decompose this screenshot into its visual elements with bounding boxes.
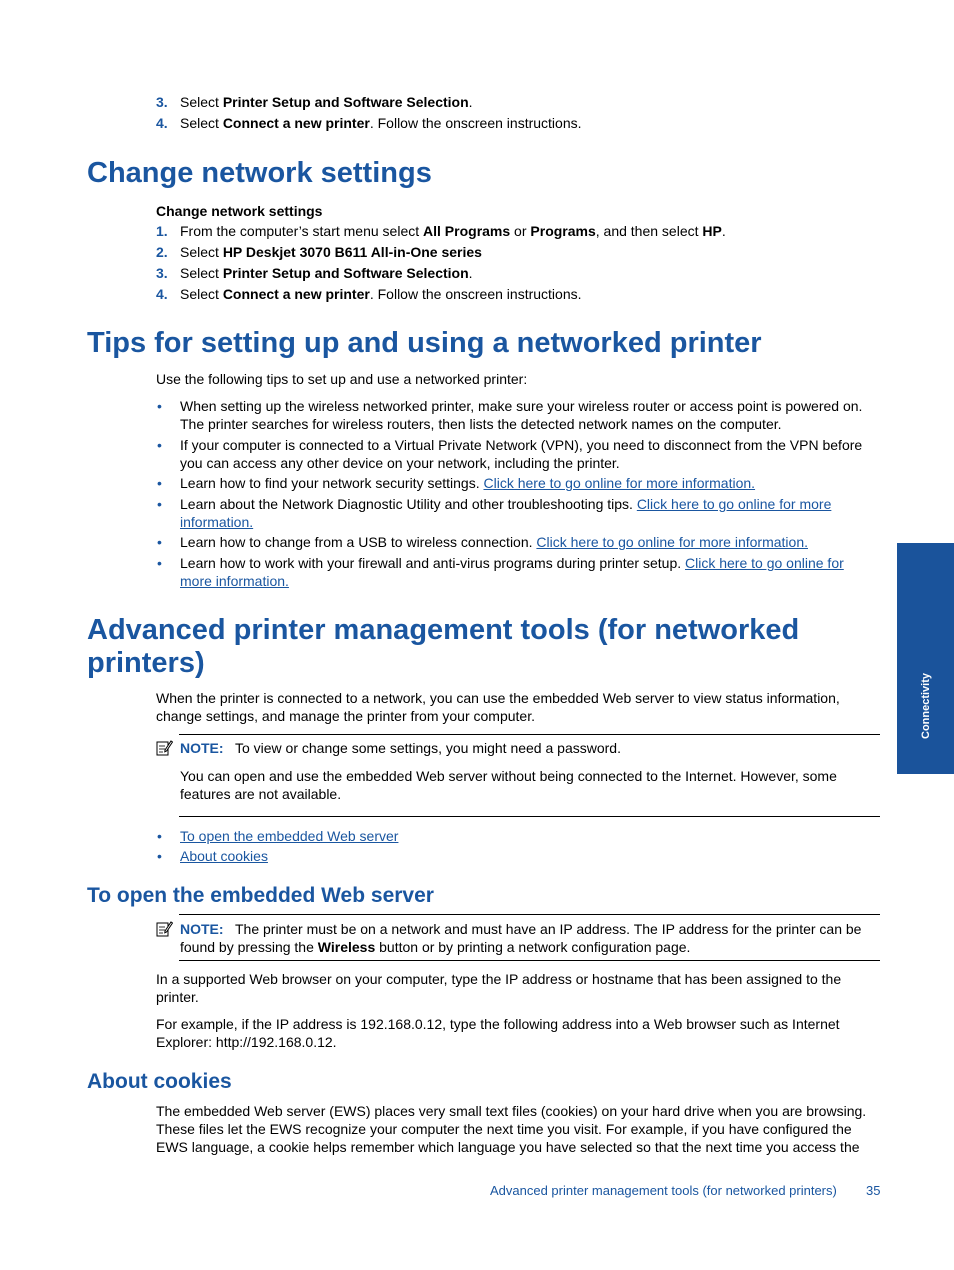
bullet-icon: • [157, 475, 162, 491]
ews-example-paragraph: For example, if the IP address is 192.168.0.12, type the following address into a Web browser such as Internet Explorer: http://192.168.0.12. [156, 1016, 840, 1050]
bullet-icon: • [157, 848, 162, 864]
note-paragraph: You can open and use the embedded Web server without being connected to the Internet. However, some features are not available. [180, 768, 837, 802]
online-info-link[interactable]: Click here to go online for [685, 555, 844, 571]
step-number: 1. [156, 223, 168, 239]
bullet-icon: • [157, 555, 162, 571]
section-heading-tips: Tips for setting up and using a networked printer [87, 327, 762, 359]
link-about-cookies[interactable]: About cookies [180, 848, 268, 864]
note-pencil-icon [156, 920, 173, 937]
step-number: 4. [156, 115, 168, 131]
step-text: Select Printer Setup and Software Selection. [180, 94, 473, 110]
page-number: 35 [866, 1183, 881, 1198]
step-number: 4. [156, 286, 168, 302]
cookies-paragraph: The embedded Web server (EWS) places very small text files (cookies) on your hard drive when you are browsing. These files let the EWS recognize your computer the next time you visit. For example, if you have configured the EWS language, a cookie helps remember which language you have selected so that the next time you access the [156, 1103, 867, 1155]
note-bottom-rule [179, 960, 880, 961]
tip-item: When setting up the wireless networked printer, make sure your wireless router or access point is powered on. The printer searches for wireless routers, then lists the detected network names on the computer. [180, 398, 863, 432]
online-info-link[interactable]: Click here to go online for more information. [483, 475, 756, 491]
online-info-link[interactable]: Click here to go online for more [636, 496, 832, 512]
note-bottom-rule [179, 816, 880, 817]
section-heading-open-ews: To open the embedded Web server [87, 884, 434, 907]
online-info-link[interactable]: information. [180, 514, 254, 530]
note-pencil-icon [156, 739, 173, 756]
tip-item: If your computer is connected to a Virtual Private Network (VPN), you need to disconnect from the VPN before you can access any other device on your network, including the printer. [180, 437, 863, 471]
step-number: 3. [156, 265, 168, 281]
bullet-icon: • [157, 398, 162, 414]
chapter-side-tab [897, 543, 954, 774]
footer-section-title: Advanced printer management tools (for networked printers) [490, 1183, 837, 1198]
section-heading-advanced: Advanced printer management tools (for networked printers) [87, 614, 800, 679]
step-text: Select HP Deskjet 3070 B611 All-in-One series [180, 244, 482, 260]
note: NOTE: To view or change some settings, you might need a password. [180, 740, 621, 756]
step-text: From the computer’s start menu select All Programs or Programs, and then select HP. [180, 223, 726, 239]
bullet-icon: • [157, 496, 162, 512]
tip-item: Learn how to change from a USB to wireless connection. Click here to go online for more information. [180, 534, 808, 550]
step-text: Select Connect a new printer. Follow the onscreen instructions. [180, 115, 582, 131]
step-text: Select Printer Setup and Software Selection. [180, 265, 473, 281]
tips-intro: Use the following tips to set up and use a networked printer: [156, 371, 528, 387]
procedure-title: Change network settings [156, 203, 323, 219]
step-number: 2. [156, 244, 168, 260]
ews-paragraph: In a supported Web browser on your computer, type the IP address or hostname that has been assigned to the printer. [156, 971, 842, 1005]
link-open-ews[interactable]: To open the embedded Web server [180, 828, 399, 844]
note-top-rule [179, 914, 880, 915]
side-tab-label: Connectivity [920, 672, 932, 739]
bullet-icon: • [157, 437, 162, 453]
online-info-link[interactable]: Click here to go online for more information. [536, 534, 808, 550]
step-number: 3. [156, 94, 168, 110]
bullet-icon: • [157, 534, 162, 550]
note-label: NOTE: [180, 740, 224, 756]
note: NOTE: The printer must be on a network and must have an IP address. The IP address for the printer can be found by pressing the Wireless button or by printing a network configuration page. [180, 921, 862, 955]
section-heading-cookies: About cookies [87, 1070, 232, 1093]
bullet-icon: • [157, 828, 162, 844]
note-label: NOTE: [180, 921, 224, 937]
advanced-intro: When the printer is connected to a network, you can use the embedded Web server to view status information, change settings, and manage the printer from your computer. [156, 690, 840, 724]
step-text: Select Connect a new printer. Follow the onscreen instructions. [180, 286, 582, 302]
note-top-rule [179, 734, 880, 735]
online-info-link[interactable]: more information. [180, 573, 289, 589]
tip-item: Learn about the Network Diagnostic Utility and other troubleshooting tips. Click here to go online for more information. [180, 496, 832, 530]
tip-item: Learn how to find your network security settings. Click here to go online for more information. [180, 475, 756, 491]
section-heading-change-network: Change network settings [87, 157, 432, 189]
tip-item: Learn how to work with your firewall and anti-virus programs during printer setup. Click here to go online for more information. [180, 555, 844, 589]
